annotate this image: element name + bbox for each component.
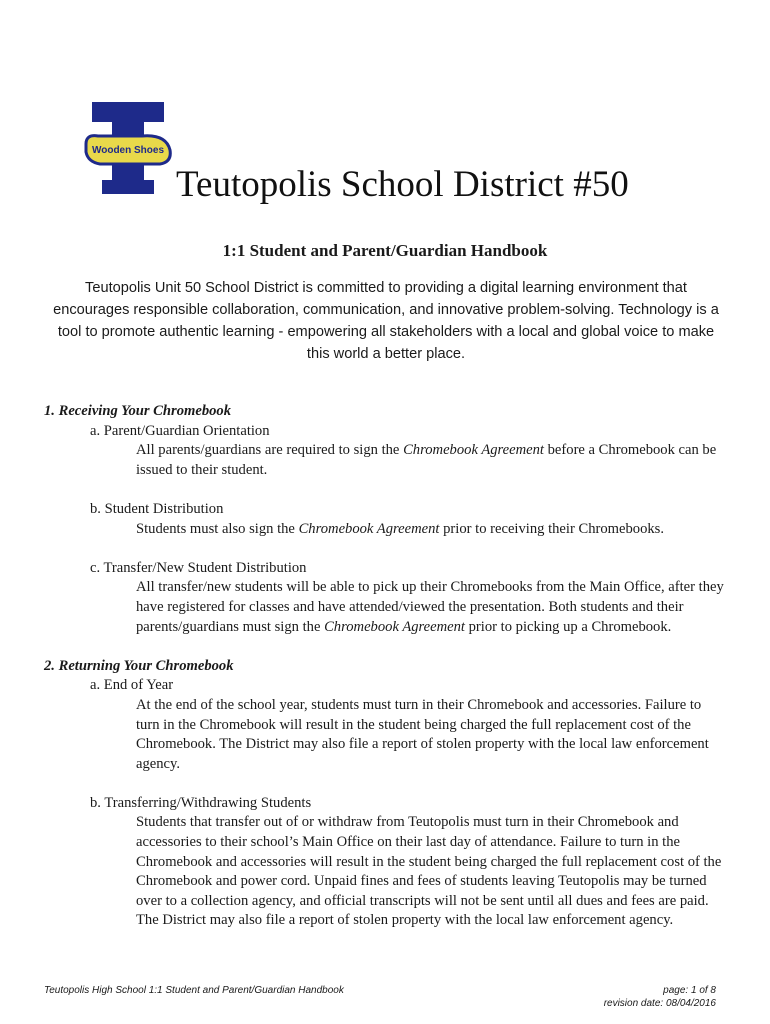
logo-t-bar xyxy=(92,102,164,122)
page-number: page: 1 of 8 xyxy=(663,985,716,996)
subsection-body: Students that transfer out of or withdraw from Teutopolis must turn in their Chromebook and accessories to their school’s Main Office on their last day of attendance. Failure to turn in the Chromebook and accessories will result in the student being charged the full replacement cost of the Chromebook and power cord. Unpaid fines and fees of students leaving Teutopolis may be turned over to a collection agency, and official transcripts will not be sent until all dues and fees are paid. The District may also file a report of stolen property with the local law enforcement agency. xyxy=(136,814,722,929)
section-title: 1. Receiving Your Chromebook xyxy=(44,403,232,419)
subsection xyxy=(90,676,744,774)
handbook-title: 1:1 Student and Parent/Guardian Handbook xyxy=(222,241,548,260)
subsection xyxy=(90,794,744,931)
subsection-title: b. Student Distribution xyxy=(90,500,224,517)
subsection-body: All parents/guardians are required to sign the Chromebook Agreement before a Chromebook can be issued to their student. xyxy=(136,442,717,478)
revision-date: revision date: 08/04/2016 xyxy=(603,998,716,1009)
subsection-title: c. Transfer/New Student Distribution xyxy=(90,559,307,576)
footer-document-title: Teutopolis High School 1:1 Student and Parent/Guardian Handbook xyxy=(44,985,344,996)
subsection-title: a. Parent/Guardian Orientation xyxy=(90,422,270,439)
logo-t-base xyxy=(102,180,154,194)
footer-page-info xyxy=(560,984,716,1010)
subsection xyxy=(90,422,744,481)
subsection-body: Students must also sign the Chromebook Agreement prior to receiving their Chromebooks. xyxy=(136,520,664,537)
agreement-reference: Chromebook Agreement xyxy=(298,520,440,537)
subsection-title: a. End of Year xyxy=(90,677,174,694)
subsection-title: b. Transferring/Withdrawing Students xyxy=(90,794,312,811)
district-title: Teutopolis School District #50 xyxy=(176,164,629,205)
subsection-body: All transfer/new students will be able to pick up their Chromebooks from the Main Office, after they have registered for classes and have attended/viewed the presentation. Both students and their parents/guardians must sign the Chromebook Agreement prior to picking up a Chromebook. xyxy=(136,579,724,635)
logo-text: Wooden Shoes xyxy=(91,145,165,156)
section-title: 2. Returning Your Chromebook xyxy=(44,657,234,674)
district-logo xyxy=(82,100,174,200)
mission-statement: Teutopolis Unit 50 School District is committed to providing a digital learning environment that encourages responsible collaboration, communication, and innovative problem-solving. Technology is a tool to promote authentic learning - empowering all stakeholders with a local and global voice to make this world a better place. xyxy=(53,280,719,362)
agreement-reference: Chromebook Agreement xyxy=(324,618,465,635)
subsection xyxy=(90,500,744,539)
agreement-reference: Chromebook Agreement xyxy=(403,442,544,459)
handbook-content xyxy=(44,402,744,931)
subsection-body: At the end of the school year, students must turn in their Chromebook and accessories. Failure to turn in the Chromebook will result in the student being charged the full replacement cost of the Chromebook. The District may also file a report of stolen property with the local law enforcement agency. xyxy=(136,696,709,772)
subsection xyxy=(90,559,744,637)
